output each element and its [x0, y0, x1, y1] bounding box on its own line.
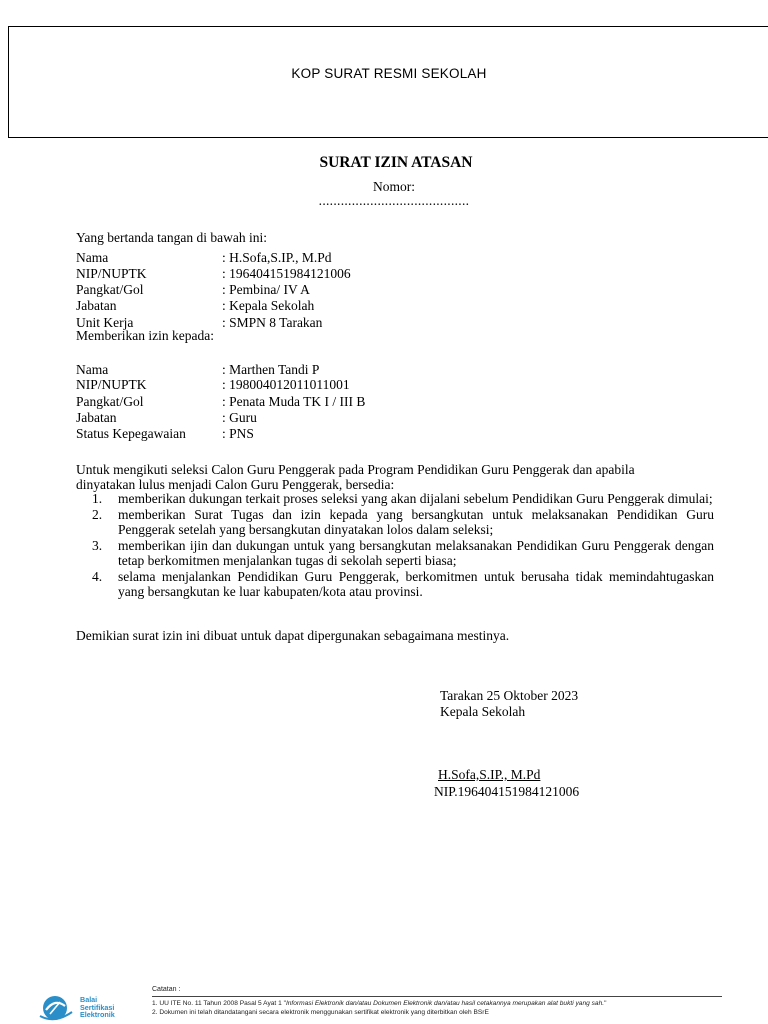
signature-name: H.Sofa,S.IP., M.Pd — [438, 767, 541, 782]
signature-nip: NIP.196404151984121006 — [434, 784, 580, 799]
field-value: : 196404151984121006 — [222, 266, 351, 281]
list-item-text: memberikan Surat Tugas dan izin kepada yang bersangkutan untuk melaksanakan Pendidikan Guru Penggerak setelah yang bersangkutan dinyatakan lolos dalam seleksi; — [118, 506, 714, 537]
list-item-text: memberikan dukungan terkait proses seleksi yang akan dijalani sebelum Pendidikan Guru Penggerak dimulai; — [118, 491, 713, 506]
signature-place-date: Tarakan 25 Oktober 2023 — [440, 688, 579, 703]
footer-catatan-label: Catatan : — [152, 986, 181, 993]
field-label: Nama — [76, 362, 109, 377]
field-label: Unit Kerja — [76, 315, 134, 330]
field-label: Status Kepegawaian — [76, 426, 186, 441]
field-value: : PNS — [222, 426, 254, 441]
letterhead-text: KOP SURAT RESMI SEKOLAH — [291, 66, 487, 81]
field-label: Nama — [76, 250, 109, 265]
list-item — [76, 491, 714, 507]
list-number: 1. — [92, 491, 103, 506]
grant-line: Memberikan izin kepada: — [76, 328, 214, 343]
letterhead-box — [8, 26, 768, 138]
purpose-line-1: Untuk mengikuti seleksi Calon Guru Penggerak pada Program Pendidikan Guru Penggerak dan apabila — [76, 462, 635, 477]
signature-position: Kepala Sekolah — [440, 704, 526, 719]
letter-title: SURAT IZIN ATASAN — [319, 154, 473, 171]
field-value: : 198004012011011001 — [222, 377, 350, 392]
field-value: : H.Sofa,S.IP., M.Pd — [222, 250, 332, 265]
field-label: Jabatan — [76, 298, 117, 313]
conditions-list — [76, 491, 714, 600]
list-number: 4. — [92, 568, 103, 584]
nomor-label: Nomor: — [373, 179, 415, 194]
closing-text: Demikian surat izin ini dibuat untuk dapat dipergunakan sebagaimana mestinya. — [76, 628, 510, 643]
field-value: : Penata Muda TK I / III B — [222, 394, 366, 409]
field-value: : Kepala Sekolah — [222, 298, 315, 313]
footer-divider — [152, 996, 722, 997]
footer-note-1-suffix: " — [604, 1000, 607, 1007]
field-label: NIP/NUPTK — [76, 377, 147, 392]
list-number: 2. — [92, 506, 103, 522]
footer-note-1-italic: Informasi Elektronik dan/atau Dokumen Elektronik dan/atau hasil cetakannya merupakan alat bukti yang sah. — [285, 1000, 605, 1007]
bsre-logo-line: Balai — [80, 995, 98, 1004]
list-item — [76, 569, 714, 600]
purpose-line-2: dinyatakan lulus menjadi Calon Guru Penggerak, bersedia: — [76, 477, 395, 492]
footer-note-1-prefix: 1. UU ITE No. 11 Tahun 2008 Pasal 5 Ayat 1 " — [152, 1000, 286, 1007]
field-label: Pangkat/Gol — [76, 394, 144, 409]
intro-text: Yang bertanda tangan di bawah ini: — [76, 230, 267, 245]
field-label: NIP/NUPTK — [76, 266, 147, 281]
list-number: 3. — [92, 537, 103, 553]
field-value: : Marthen Tandi P — [222, 362, 320, 377]
footer-note-2: 2. Dokumen ini telah ditandatangani secara elektronik menggunakan sertifikat elektronik yang diterbitkan oleh BSrE — [152, 1009, 489, 1016]
bsre-logo-text — [80, 996, 115, 1019]
field-value: : Pembina/ IV A — [222, 282, 310, 297]
footer-note-1 — [152, 1000, 606, 1007]
list-item — [76, 507, 714, 538]
nomor-value: ......................................... — [318, 193, 470, 208]
field-label: Jabatan — [76, 410, 117, 425]
list-item-text: selama menjalankan Pendidikan Guru Penggerak, berkomitmen untuk berusaha tidak memindahtugaskan yang bersangkutan ke luar kabupaten/kota atau provinsi. — [118, 568, 714, 599]
field-value: : SMPN 8 Tarakan — [222, 315, 323, 330]
list-item-text: memberikan ijin dan dukungan untuk yang bersangkutan melaksanakan Pendidikan Guru Penggerak dengan tetap berkomitmen menjalankan tugas di sekolah seperti biasa; — [118, 537, 714, 568]
field-label: Pangkat/Gol — [76, 282, 144, 297]
bsre-logo-line: Elektronik — [80, 1010, 115, 1020]
list-item — [76, 538, 714, 569]
field-value: : Guru — [222, 410, 257, 425]
bsre-logo-line: Sertifikasi — [80, 1002, 115, 1012]
